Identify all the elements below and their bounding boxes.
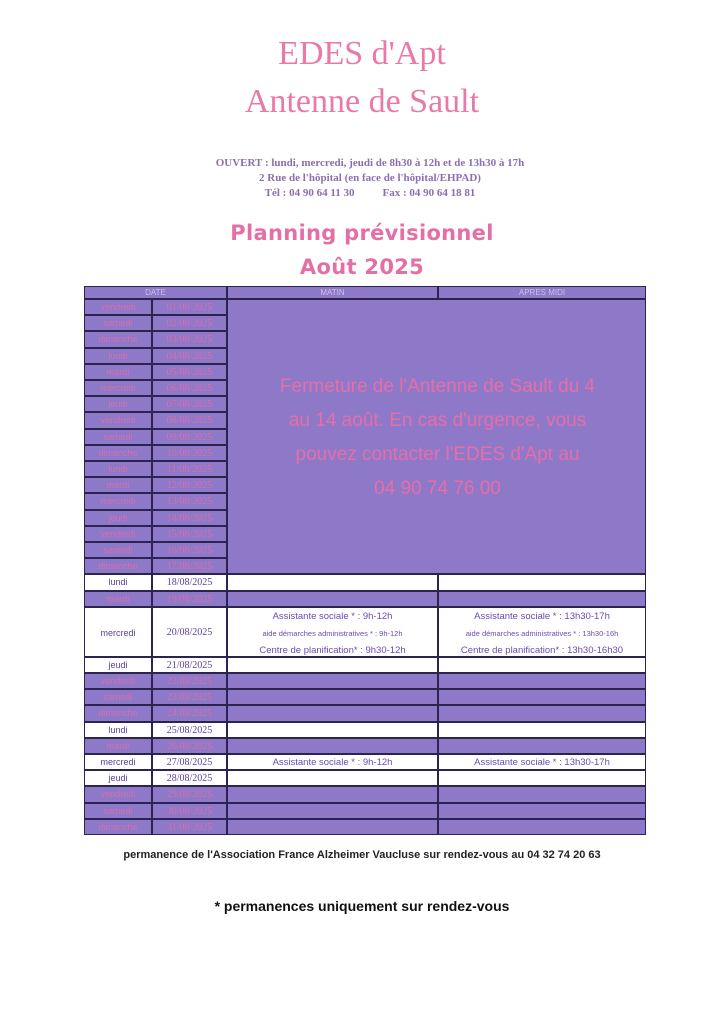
- header-date: DATE: [84, 286, 227, 299]
- planning-month: Août 2025: [299, 255, 425, 279]
- table-row: [84, 673, 646, 689]
- day-cell: jeudi: [84, 770, 152, 786]
- date-cell: 28/08/2025: [152, 770, 227, 786]
- morning-cell: [227, 657, 438, 673]
- day-cell: jeudi: [84, 396, 152, 412]
- day-cell: dimanche: [84, 558, 152, 574]
- morning-cell: [227, 722, 438, 738]
- date-cell: 05/08/2025: [152, 364, 227, 380]
- appointment-note: * permanences uniquement sur rendez-vous: [214, 898, 510, 914]
- day-cell: samedi: [84, 542, 152, 558]
- date-cell: 12/08/2025: [152, 477, 227, 493]
- table-row: [84, 786, 646, 802]
- afternoon-cell: [438, 689, 646, 705]
- morning-cell: [227, 754, 438, 770]
- day-cell: vendredi: [84, 299, 152, 315]
- afternoon-cell: [438, 657, 646, 673]
- date-cell: 29/08/2025: [152, 786, 227, 802]
- phone-number: Tél : 04 90 64 11 30: [264, 187, 355, 199]
- date-cell: 08/08/2025: [152, 412, 227, 428]
- date-cell: 23/08/2025: [152, 689, 227, 705]
- fax-number: Fax : 04 90 64 18 81: [382, 187, 476, 199]
- morning-slot: Assistante sociale * : 9h-12h: [272, 610, 393, 622]
- date-cell: 03/08/2025: [152, 331, 227, 347]
- date-cell: 14/08/2025: [152, 510, 227, 526]
- date-cell: 27/08/2025: [152, 754, 227, 770]
- date-cell: 30/08/2025: [152, 803, 227, 819]
- header-afternoon: APRES MIDI: [438, 286, 646, 299]
- date-cell: 19/08/2025: [152, 591, 227, 607]
- day-cell: lundi: [84, 461, 152, 477]
- header-morning: MATIN: [227, 286, 438, 299]
- planning-title: Planning prévisionnel: [230, 221, 494, 245]
- afternoon-cell: [438, 705, 646, 721]
- afternoon-cell: [438, 738, 646, 754]
- date-cell: 04/08/2025: [152, 348, 227, 364]
- morning-cell: [227, 770, 438, 786]
- afternoon-cell: [438, 754, 646, 770]
- day-cell: dimanche: [84, 331, 152, 347]
- afternoon-slot: Assistante sociale * : 13h30-17h: [474, 757, 610, 768]
- table-row: [84, 803, 646, 819]
- opening-hours: OUVERT : lundi, mercredi, jeudi de 8h30 à 12h et de 13h30 à 17h: [215, 157, 525, 169]
- day-cell: mercredi: [84, 493, 152, 509]
- afternoon-cell: [438, 574, 646, 590]
- table-row: [84, 819, 646, 835]
- afternoon-slot: Centre de planification* : 13h30-16h30: [460, 644, 624, 656]
- alzheimer-note: permanence de l'Association France Alzheimer Vaucluse sur rendez-vous au 04 32 74 20 63: [123, 849, 601, 861]
- date-cell: 09/08/2025: [152, 429, 227, 445]
- morning-cell: [227, 738, 438, 754]
- day-cell: lundi: [84, 348, 152, 364]
- date-cell: 13/08/2025: [152, 493, 227, 509]
- afternoon-cell: [438, 591, 646, 607]
- date-cell: 15/08/2025: [152, 526, 227, 542]
- day-cell: mercredi: [84, 607, 152, 657]
- morning-cell: [227, 607, 438, 657]
- morning-cell: [227, 819, 438, 835]
- day-cell: dimanche: [84, 445, 152, 461]
- date-cell: 01/08/2025: [152, 299, 227, 315]
- table-row: [84, 657, 646, 673]
- day-cell: vendredi: [84, 526, 152, 542]
- day-cell: vendredi: [84, 673, 152, 689]
- afternoon-cell: [438, 722, 646, 738]
- address: 2 Rue de l'hôpital (en face de l'hôpital/EHPAD): [259, 172, 481, 184]
- date-cell: 24/08/2025: [152, 705, 227, 721]
- morning-slot: aide démarches administratives * : 9h-12h: [262, 628, 403, 638]
- closure-line: Fermeture de l'Antenne de Sault du 4: [279, 376, 596, 397]
- day-cell: samedi: [84, 429, 152, 445]
- day-cell: jeudi: [84, 657, 152, 673]
- date-cell: 17/08/2025: [152, 558, 227, 574]
- afternoon-slot: Assistante sociale * : 13h30-17h: [474, 610, 610, 622]
- afternoon-cell: [438, 803, 646, 819]
- day-cell: samedi: [84, 315, 152, 331]
- date-cell: 18/08/2025: [152, 574, 227, 590]
- morning-cell: [227, 574, 438, 590]
- date-cell: 25/08/2025: [152, 722, 227, 738]
- day-cell: mercredi: [84, 754, 152, 770]
- day-cell: mercredi: [84, 380, 152, 396]
- morning-slot: Assistante sociale * : 9h-12h: [272, 757, 393, 768]
- morning-cell: [227, 786, 438, 802]
- afternoon-cell: [438, 673, 646, 689]
- table-row: [84, 770, 646, 786]
- page-subtitle: Antenne de Sault: [244, 83, 480, 120]
- date-cell: 20/08/2025: [152, 607, 227, 657]
- date-cell: 10/08/2025: [152, 445, 227, 461]
- day-cell: mardi: [84, 364, 152, 380]
- day-cell: dimanche: [84, 819, 152, 835]
- table-row: [84, 722, 646, 738]
- closure-line: au 14 août. En cas d'urgence, vous: [288, 410, 587, 431]
- day-cell: lundi: [84, 722, 152, 738]
- date-cell: 21/08/2025: [152, 657, 227, 673]
- date-cell: 11/08/2025: [152, 461, 227, 477]
- afternoon-slot: aide démarches administratives * : 13h30-16h: [465, 628, 619, 638]
- day-cell: vendredi: [84, 412, 152, 428]
- morning-slot: Centre de planification* : 9h30-12h: [259, 644, 406, 656]
- table-row: [84, 738, 646, 754]
- morning-cell: [227, 673, 438, 689]
- afternoon-cell: [438, 770, 646, 786]
- afternoon-cell: [438, 786, 646, 802]
- table-row: [84, 607, 646, 657]
- date-cell: 26/08/2025: [152, 738, 227, 754]
- table-row: [84, 574, 646, 590]
- closure-line: 04 90 74 76 00: [374, 478, 501, 499]
- table-row: [84, 705, 646, 721]
- day-cell: jeudi: [84, 510, 152, 526]
- contact-line: [150, 186, 590, 201]
- day-cell: vendredi: [84, 786, 152, 802]
- date-cell: 02/08/2025: [152, 315, 227, 331]
- table-row: [84, 689, 646, 705]
- closure-text: [228, 370, 647, 506]
- afternoon-cell: [438, 819, 646, 835]
- date-cell: 06/08/2025: [152, 380, 227, 396]
- day-cell: lundi: [84, 574, 152, 590]
- afternoon-cell: [438, 607, 646, 657]
- morning-cell: [227, 591, 438, 607]
- closure-notice: [227, 299, 646, 574]
- day-cell: mardi: [84, 738, 152, 754]
- day-cell: mardi: [84, 477, 152, 493]
- table-row: [84, 754, 646, 770]
- date-cell: 07/08/2025: [152, 396, 227, 412]
- date-cell: 16/08/2025: [152, 542, 227, 558]
- date-cell: 22/08/2025: [152, 673, 227, 689]
- day-cell: dimanche: [84, 705, 152, 721]
- table-row: [84, 591, 646, 607]
- page-title: EDES d'Apt: [278, 35, 446, 72]
- closure-line: pouvez contacter l'EDES d'Apt au: [295, 444, 580, 465]
- day-cell: samedi: [84, 803, 152, 819]
- morning-cell: [227, 689, 438, 705]
- date-cell: 31/08/2025: [152, 819, 227, 835]
- day-cell: samedi: [84, 689, 152, 705]
- day-cell: mardi: [84, 591, 152, 607]
- planning-table: [84, 286, 646, 834]
- morning-cell: [227, 803, 438, 819]
- morning-cell: [227, 705, 438, 721]
